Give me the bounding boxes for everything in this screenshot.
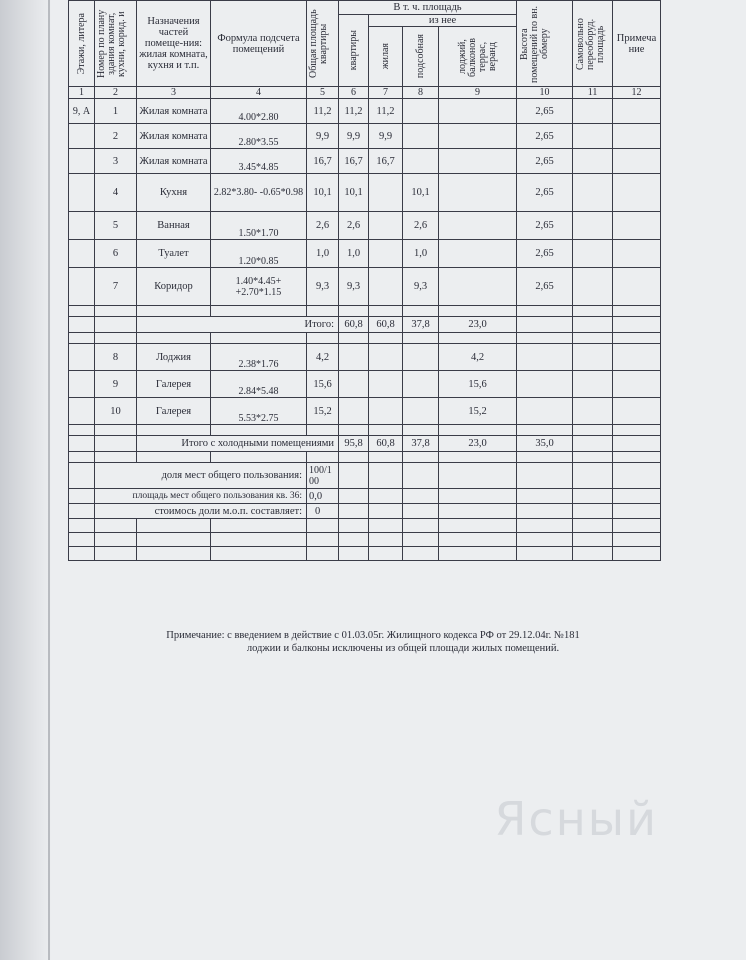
page-edge [48,0,50,960]
header-height: Высота помещений по вн. обмеру [517,1,573,87]
note-line-1: Примечание: с введением в действие с 01.03.05г. Жилищного кодекса РФ от 29.12.04г. №181 [166,630,580,641]
table-row: 4 Кухня 2.82*3.80- -0.65*0.98 10,1 10,1 10,1 2,65 [69,174,661,212]
table-row: 6 Туалет 1.20*0.85 1,0 1,0 1,0 2,65 [69,240,661,268]
empty-row [69,452,661,463]
page-shadow [0,0,52,960]
table-row: 9, А 1 Жилая комната 4.00*2.80 11,2 11,2 11,2 2,65 [69,99,661,124]
header-subgroup: из нее [369,15,517,27]
table-row: 9 Галерея 2.84*5.48 15,6 15,6 [69,371,661,398]
table-row: 7 Коридор 1.40*4.45+ +2.70*1.15 9,3 9,3 9,3 2,65 [69,268,661,306]
empty-row [69,547,661,561]
header-loggia: лоджий, балконов террас, веранд [439,27,517,87]
header-note: Примеча ние [613,1,661,87]
header-floor: Этажи, литера [69,1,95,87]
header-group-area: В т. ч. площадь [339,1,517,15]
total-cold-row: Итого с холодными помещениями 95,8 60,8 37,8 23,0 35,0 [69,436,661,452]
watermark: Ясный [494,792,658,846]
empty-row [69,306,661,317]
share-row: доля мест общего пользования: 100/100 [69,463,661,489]
header-aux: подсобная [403,27,439,87]
share-row: площадь мест общего пользования кв. 36: 0,0 [69,489,661,504]
header-purpose: Назначения частей помеще-ния: жилая комната, кухня и т.п. [137,1,211,87]
column-numbers-row: 1 2 3 4 5 6 7 8 9 10 11 12 [69,87,661,99]
table-row: 10 Галерея 5.53*2.75 15,2 15,2 [69,398,661,425]
table-row: 5 Ванная 1.50*1.70 2,6 2,6 2,6 2,65 [69,212,661,240]
share-row: стоимось доли м.о.п. составляет: 0 [69,504,661,519]
table-row: 8 Лоджия 2.38*1.76 4,2 4,2 [69,344,661,371]
empty-row [69,333,661,344]
header-plan-number: Номер по плану здания комнат, кухни, корид. и [95,1,137,87]
subtotal-row: Итого: 60,8 60,8 37,8 23,0 [69,317,661,333]
explication-table [68,0,661,561]
header-living: жилая [369,27,403,87]
empty-row [69,425,661,436]
table-row: 2 Жилая комната 2.80*3.55 9,9 9,9 9,9 2,65 [69,124,661,149]
header-total-area: Общая площадь квартиры [307,1,339,87]
header-flat: квартиры [339,15,369,87]
note-line-2: лоджии и балконы исключены из общей площади жилых помещений. [246,643,560,654]
table-row: 3 Жилая комната 3.45*4.85 16,7 16,7 16,7 2,65 [69,149,661,174]
header-unauthorized: Самовольно переоборуд. площадь [573,1,613,87]
empty-row [69,533,661,547]
empty-row [69,519,661,533]
header-formula: Формула подсчета помещений [211,1,307,87]
